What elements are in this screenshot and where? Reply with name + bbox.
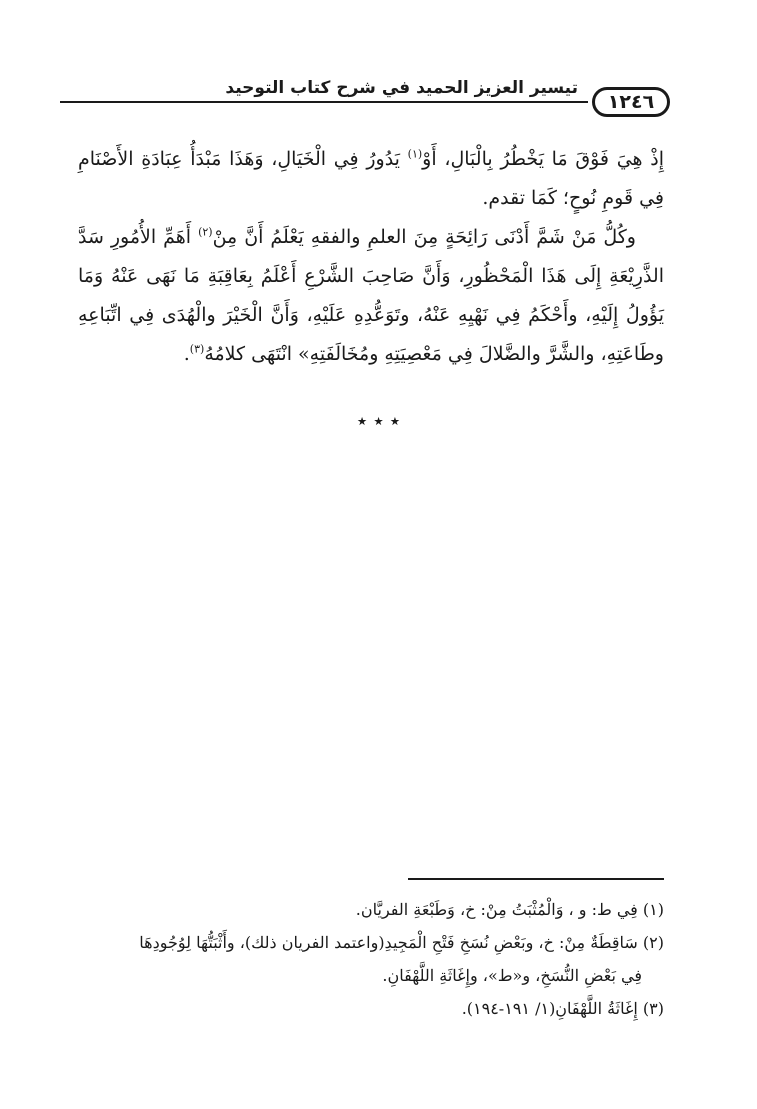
footnote-rule [408, 878, 664, 880]
page-number: ١٢٤٦ [592, 87, 670, 117]
footnote-ref-3: (٣) [189, 342, 205, 356]
footnote-2 [78, 926, 664, 992]
footnote-1 [78, 893, 664, 926]
main-text [78, 140, 664, 374]
paragraph [78, 140, 664, 218]
footnote-continuation: فِي بَعْضِ النُّسَخِ، و«ط»، وإِغَاثَةِ اللَّهْفَانِ. [382, 966, 642, 985]
paragraph-text: يَدُورُ فِي الْخَيَالِ، وَهَذَا مَبْدَأُ عِبَادَةِ الأَصْنَامِ فِي قَومِ نُوحٍ؛ كَمَا تقدم. [78, 148, 664, 209]
footnote-text: (١) فِي ط: و ، وَالْمُثْبَتُ مِنْ: خ، وَطَبْعَةِ الفريَّان. [355, 900, 664, 919]
paragraph-text: أَهَمِّ الأُمُورِ سَدَّ الذَّرِيْعَةِ إِلَى هَذَا الْمَحْظُورِ، وَأَنَّ صَاحِبَ الشَّرْعِ أَعْلَمُ بِعَاقِبَةِ مَا نَهَى عَنْهُ وَمَا يَؤُولُ إِلَيْهِ، وأَحْكَمُ فِي نَهْيِهِ عَنْهُ، وتَوَعُّدِهِ عَلَيْهِ، وَأَنَّ الْخَيْرَ والْهُدَى فِي اتِّبَاعِهِ وطَاعَتِهِ، والشَّرَّ والضَّلالَ فِي مَعْصِيَتِهِ ومُخَالَفَتِهِ» انْتَهَى كلامُهُ [78, 226, 664, 365]
running-header [60, 80, 670, 120]
footnote-ref-1: (١) [407, 147, 423, 161]
footnote-text: (٢) سَاقِطَةٌ مِنْ: خ، وبَعْضِ نُسَخِ فَتْحِ الْمَجِيدِ(واعتمد الفريان ذلك)، وأَثْبَتُّهَا لِوُجُودِهَا [139, 933, 664, 952]
paragraph-text: وكُلُّ مَنْ شَمَّ أَدْنَى رَائِحَةٍ مِنَ العلمِ والفقهِ يَعْلَمُ أَنَّ مِنْ [212, 226, 636, 248]
header-rule [60, 101, 588, 103]
footnote-ref-2: (٢) [198, 225, 213, 239]
section-separator: ٭ ٭ ٭ [356, 410, 401, 432]
footnote-text: (٣) إِغَاثَةُ اللَّهْفَانِ(١/ ١٩١-١٩٤). [461, 999, 664, 1018]
running-title: تيسير العزيز الحميد في شرح كتاب التوحيد [225, 78, 578, 98]
footnotes [78, 893, 664, 1025]
paragraph-text: إِذْ هِيَ فَوْقَ مَا يَخْطُرُ بِالْبَالِ، أَوْ [422, 148, 664, 170]
paragraph-text: . [183, 343, 190, 365]
footnote-3 [78, 992, 664, 1025]
paragraph [78, 218, 664, 374]
